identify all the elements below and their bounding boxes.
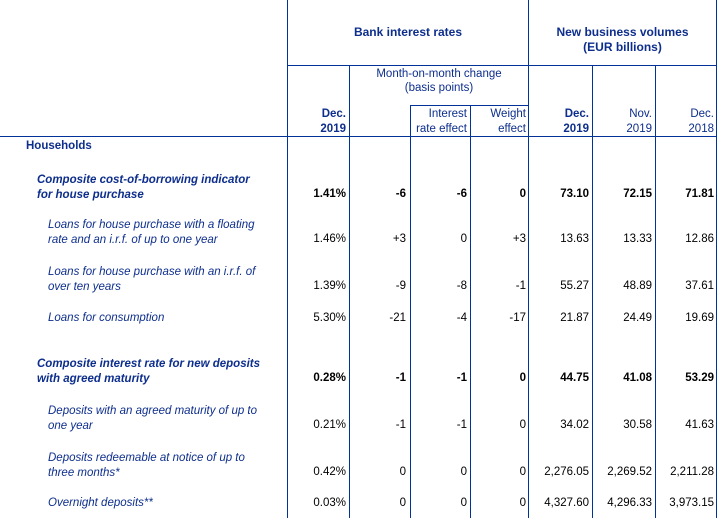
divider-right-edge	[716, 0, 717, 518]
table-cell: 0	[519, 466, 526, 478]
table-cell: 4,327.60	[544, 497, 589, 509]
table-cell: -1	[515, 280, 526, 292]
mom-header-line2: (basis points)	[404, 82, 474, 94]
table-cell: 55.27	[560, 280, 589, 292]
table-cell: 2,211.28	[670, 466, 714, 478]
mom-rule	[410, 105, 529, 106]
row-label-line: three months*	[48, 467, 120, 479]
row-label	[37, 173, 277, 203]
row-label-line: Loans for house purchase with an i.r.f. of	[48, 266, 256, 278]
table-cell: 0	[460, 466, 467, 478]
table-cell: +3	[512, 233, 526, 245]
col-vol-dec18: Dec. 2018	[688, 108, 714, 135]
table-cell: 1.46%	[313, 233, 346, 245]
table-cell: -6	[456, 188, 467, 200]
table-cell: 0	[399, 466, 406, 478]
col-vol-dec19: Dec. 2019	[563, 108, 589, 135]
table-cell: 3,973.15	[669, 497, 714, 509]
col-weight-effect: Weight effect	[490, 108, 526, 135]
table-cell: -4	[456, 312, 467, 324]
table-cell: 21.87	[560, 312, 589, 324]
row-label-line: rate and an i.r.f. of up to one year	[48, 234, 218, 246]
table-cell: 44.75	[560, 372, 589, 384]
table-cell: 12.86	[685, 233, 714, 245]
table-cell: 13.63	[560, 233, 589, 245]
table-cell: 0	[460, 497, 467, 509]
table-cell: 0	[519, 188, 526, 200]
table-cell: 1.41%	[313, 188, 346, 200]
row-label	[48, 451, 288, 481]
table-cell: -1	[456, 372, 467, 384]
table-cell: 19.69	[685, 312, 714, 324]
table-cell: 48.89	[623, 280, 652, 292]
table-cell: -1	[456, 419, 467, 431]
table-cell: 2,269.52	[607, 466, 652, 478]
table-cell: 4,296.33	[607, 497, 652, 509]
table-cell: -21	[389, 312, 406, 324]
bank-rates-header: Bank interest rates	[353, 25, 463, 39]
row-label-line: over ten years	[48, 281, 121, 293]
table-cell: 34.02	[560, 419, 589, 431]
row-label	[48, 265, 288, 295]
header-rule-top	[287, 65, 717, 66]
volumes-header-line1: New business volumes	[556, 25, 689, 39]
table-cell: 53.29	[685, 372, 714, 384]
row-label-line: Loans for house purchase with a floating	[48, 219, 255, 231]
table-cell: 0	[519, 497, 526, 509]
row-label-line: Overnight deposits**	[48, 497, 153, 509]
table-cell: 0	[399, 497, 406, 509]
row-label	[37, 357, 277, 387]
table-cell: 0	[519, 372, 526, 384]
mom-header-line1: Month-on-month change	[376, 68, 502, 80]
table-cell: -17	[509, 312, 526, 324]
table-cell: 2,276.05	[544, 466, 589, 478]
table-cell: 41.63	[685, 419, 714, 431]
table-cell: -1	[395, 372, 406, 384]
divider-volumes-left	[528, 0, 529, 518]
table-cell: 0	[460, 233, 467, 245]
col-interest-effect: Interest rate effect	[416, 108, 467, 135]
table-cell: 0.28%	[313, 372, 346, 384]
table-cell: 0.21%	[313, 419, 346, 431]
row-label-line: with agreed maturity	[37, 373, 150, 385]
row-label	[48, 496, 288, 511]
table-cell: 71.81	[685, 188, 714, 200]
volumes-header-line2: (EUR billions)	[583, 40, 662, 54]
row-label-line: one year	[48, 420, 93, 432]
row-label-line: Composite cost-of-borrowing indicator	[37, 174, 250, 186]
table-cell: 13.33	[623, 233, 652, 245]
table-cell: -9	[395, 280, 406, 292]
row-label-line: Composite interest rate for new deposits	[37, 358, 261, 370]
table-cell: 41.08	[623, 372, 652, 384]
table-cell: 37.61	[685, 280, 714, 292]
col-rate-dec19: Dec. 2019	[320, 108, 346, 135]
table-cell: 0	[519, 419, 526, 431]
row-label	[48, 311, 288, 326]
row-label-line: for house purchase	[37, 189, 144, 201]
table-cell: -8	[456, 280, 467, 292]
table-cell: 73.10	[560, 188, 589, 200]
table-cell: 30.58	[623, 419, 652, 431]
row-label	[48, 404, 288, 434]
row-label-line: Deposits with an agreed maturity of up to	[48, 405, 258, 417]
table-cell: -6	[395, 188, 406, 200]
table-cell: 5.30%	[313, 312, 346, 324]
table-cell: 24.49	[623, 312, 652, 324]
row-label-line: Loans for consumption	[48, 312, 165, 324]
row-label	[48, 218, 288, 248]
section-households: Households	[26, 140, 92, 152]
divider-rates-left	[287, 0, 288, 518]
col-vol-nov19: Nov. 2019	[626, 108, 652, 135]
table-cell: 72.15	[623, 188, 652, 200]
table-cell: +3	[392, 233, 406, 245]
table-cell: 1.39%	[313, 280, 346, 292]
row-label-line: Deposits redeemable at notice of up to	[48, 452, 245, 464]
table-cell: -1	[395, 419, 406, 431]
table-cell: 0.03%	[313, 497, 346, 509]
table-cell: 0.42%	[313, 466, 346, 478]
